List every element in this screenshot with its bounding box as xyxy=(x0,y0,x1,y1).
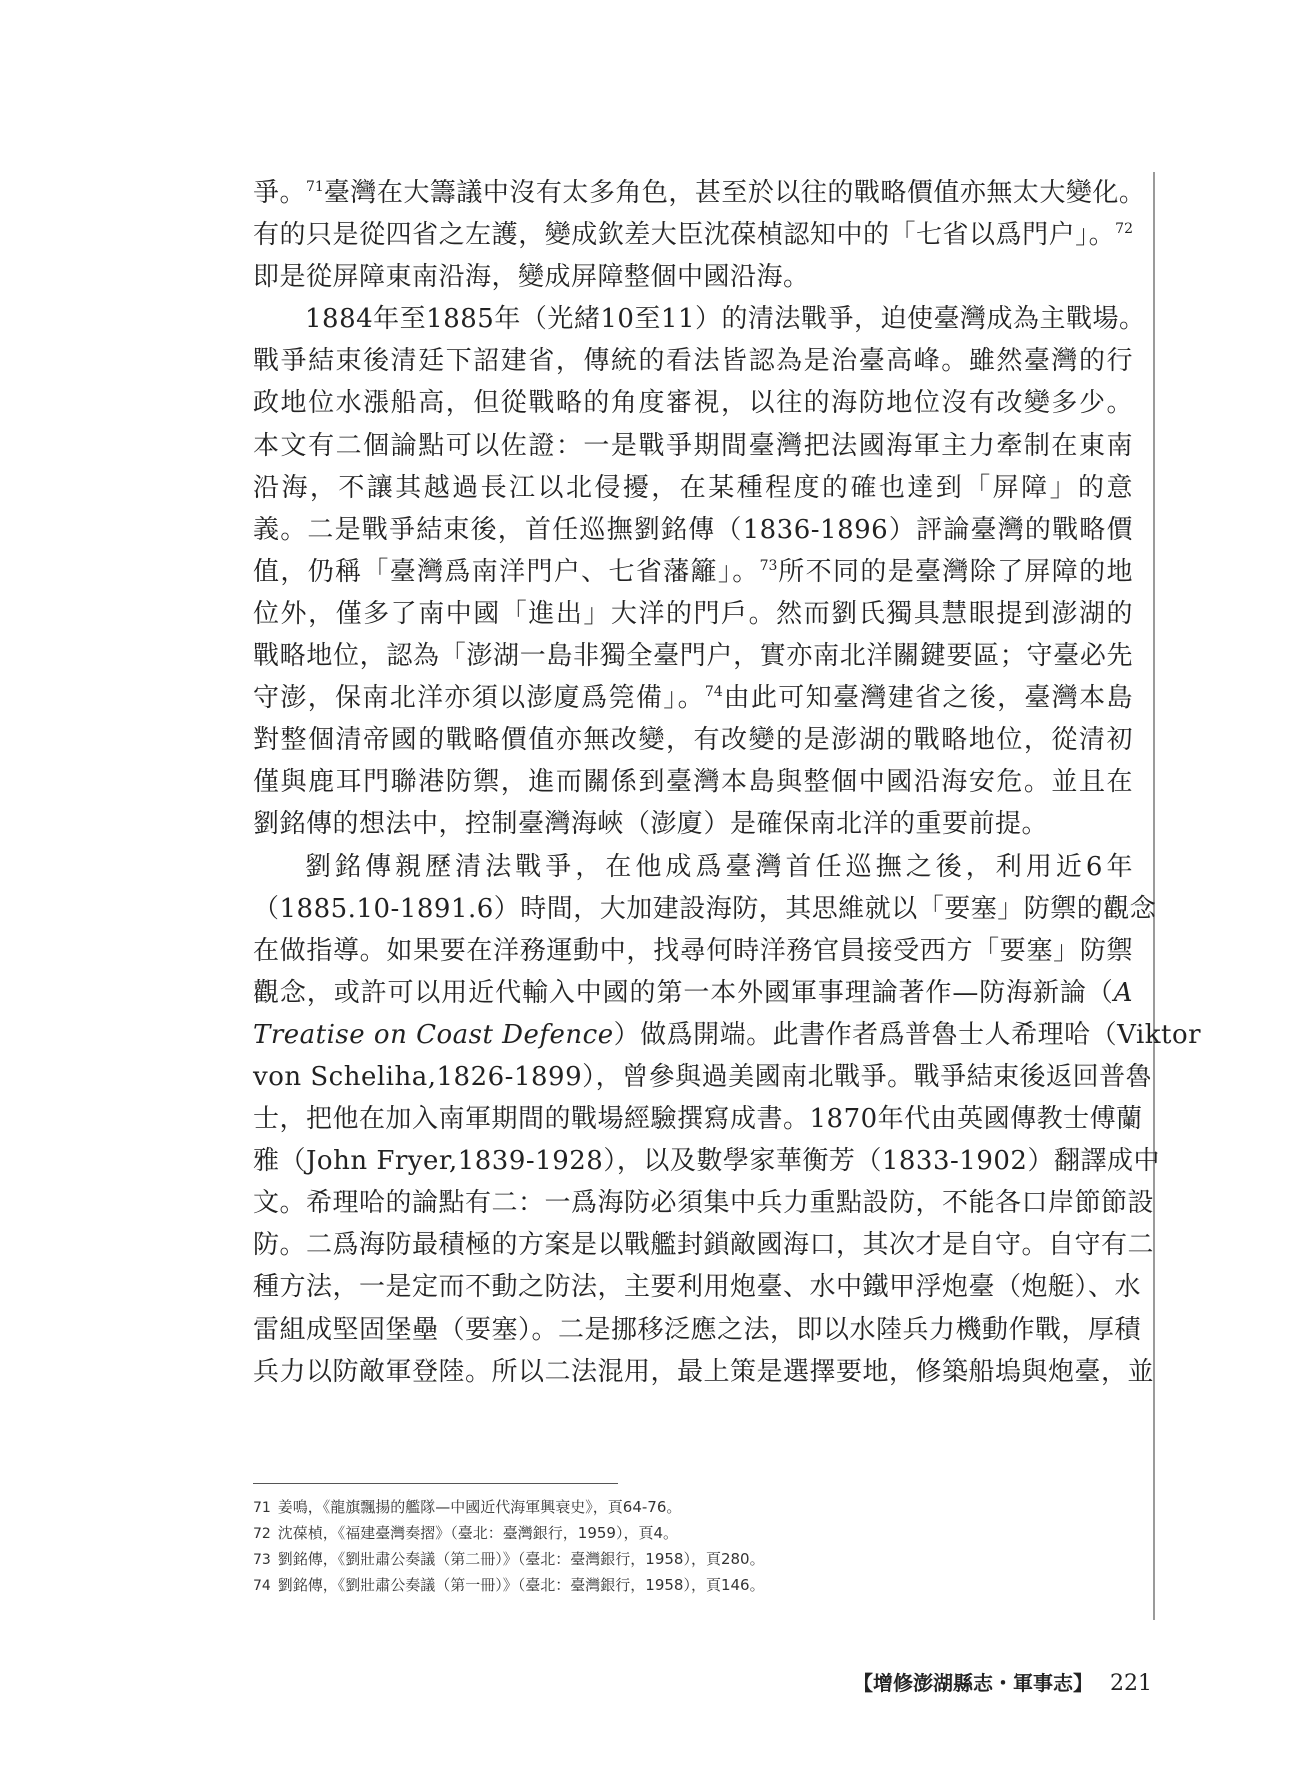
text-run: 臺灣在大籌議中沒有太多角色，甚至於以往的戰略價值亦無太大變化。 xyxy=(323,178,1146,208)
text-run: von Scheliha,1826-1899），曾參與過美國南北戰爭。戰爭結束後返回普魯 xyxy=(253,1061,1153,1092)
text-line xyxy=(253,1140,1160,1182)
text-run: 沿海，不讓其越過長江以北侵擾，在某種程度的確也達到「屏障」的意 xyxy=(253,472,1133,503)
text-run: 所不同的是臺灣除了屏障的地 xyxy=(777,556,1133,587)
footnote-text: 姜鳴，《龍旗飄揚的艦隊—中國近代海軍興衰史》，頁64-76。 xyxy=(277,1498,682,1516)
text-line xyxy=(253,593,1133,635)
footnote-item xyxy=(253,1520,1113,1546)
text-line xyxy=(253,509,1133,551)
text-line xyxy=(253,888,1157,930)
text-line xyxy=(253,761,1133,803)
text-line xyxy=(253,677,1133,719)
text-run: 觀念，或許可以用近代輸入中國的第一本外國軍事理論著作—防海新論（ xyxy=(253,977,1114,1008)
footnote-ref[interactable]: 72 xyxy=(1115,221,1133,238)
text-run: 劉銘傳親歷清法戰爭，在他成爲臺灣首任巡撫之後，利用近6年 xyxy=(305,851,1133,882)
text-run: 本文有二個論點可以佐證：一是戰爭期間臺灣把法國海軍主力牽制在東南 xyxy=(253,430,1133,461)
text-run: 兵力以防敵軍登陸。所以二法混用，最上策是選擇要地，修築船塢與炮臺，並 xyxy=(253,1356,1155,1387)
footnote-separator xyxy=(253,1483,618,1484)
text-line xyxy=(253,1351,1155,1393)
text-run: 士，把他在加入南軍期間的戰場經驗撰寫成書。1870年代由英國傳教士傅蘭 xyxy=(253,1104,1143,1135)
text-line xyxy=(253,1014,1202,1056)
text-run: 種方法，一是定而不動之防法，主要利用炮臺、水中鐵甲浮炮臺（炮艇）、水 xyxy=(253,1272,1142,1303)
text-line xyxy=(253,719,1133,761)
text-run: 有的只是從四省之左護，變成欽差大臣沈葆楨認知中的「七省以爲門户」。 xyxy=(253,220,1116,251)
footnotes xyxy=(253,1494,1113,1598)
text-line xyxy=(253,467,1133,509)
text-run: Treatise on Coast Defence xyxy=(253,1019,614,1050)
text-run: 劉銘傳的想法中，控制臺灣海峽（澎廈）是確保南北洋的重要前提。 xyxy=(253,809,1049,840)
text-run: ）做爲開端。此書作者爲普魯士人希理哈（Viktor xyxy=(613,1019,1202,1050)
text-line xyxy=(253,172,1146,214)
footnote-ref[interactable]: 73 xyxy=(759,557,778,574)
text-run: 爭。 xyxy=(253,178,307,208)
footnote-item xyxy=(253,1572,1113,1598)
footnote-number: 73 xyxy=(253,1552,271,1568)
text-line xyxy=(253,425,1133,467)
text-run: 僅與鹿耳門聯港防禦，進而關係到臺灣本島與整個中國沿海安危。並且在 xyxy=(253,767,1133,798)
text-run: 對整個清帝國的戰略價值亦無改變，有改變的是澎湖的戰略地位，從清初 xyxy=(253,725,1133,756)
text-line xyxy=(253,846,1133,888)
page-footer xyxy=(853,1667,1152,1696)
text-run: 戰略地位，認為「澎湖一島非獨全臺門户，實亦南北洋關鍵要區；守臺必先 xyxy=(253,641,1133,672)
text-run: 防。二爲海防最積極的方案是以戰艦封鎖敵國海口，其次才是自守。自守有二 xyxy=(253,1230,1155,1261)
footnote-ref[interactable]: 74 xyxy=(704,684,723,701)
text-line xyxy=(253,298,1146,340)
footnote-text: 劉銘傳，《劉壯肅公奏議（第二冊）》（臺北：臺灣銀行，1958），頁280。 xyxy=(277,1550,765,1568)
footnote-text: 劉銘傳，《劉壯肅公奏議（第一冊）》（臺北：臺灣銀行，1958），頁146。 xyxy=(277,1576,765,1594)
text-run: （1885.10-1891.6）時間，大加建設海防，其思維就以「要塞」防禦的觀念 xyxy=(253,893,1157,924)
text-line xyxy=(253,1182,1155,1224)
footnote-item xyxy=(253,1494,1113,1520)
text-line xyxy=(253,1098,1143,1140)
text-run: 雅（John Fryer,1839-1928），以及數學家華衡芳（1833-1902）翻譯成中 xyxy=(253,1146,1160,1177)
footnote-item xyxy=(253,1546,1113,1572)
text-run: 1884年至1885年（光緒10至11）的清法戰爭，迫使臺灣成為主戰場。 xyxy=(305,304,1146,335)
text-run: 在做指導。如果要在洋務運動中，找尋何時洋務官員接受西方「要塞」防禦 xyxy=(253,935,1133,966)
footnote-ref[interactable]: 71 xyxy=(306,179,324,195)
text-line xyxy=(253,340,1133,382)
text-line xyxy=(253,972,1133,1014)
text-run: 由此可知臺灣建省之後，臺灣本島 xyxy=(722,683,1133,714)
text-line xyxy=(253,1224,1155,1266)
text-run: A xyxy=(1113,977,1133,1008)
text-run: 即是從屏障東南沿海，變成屏障整個中國沿海。 xyxy=(253,262,810,293)
footnote-text: 沈葆楨，《福建臺灣奏摺》（臺北：臺灣銀行，1959），頁4。 xyxy=(277,1524,679,1542)
book-title: 【增修澎湖縣志・軍事志】 xyxy=(853,1671,1093,1695)
text-line xyxy=(253,256,1133,298)
text-run: 戰爭結束後清廷下詔建省，傳統的看法皆認為是治臺高峰。雖然臺灣的行 xyxy=(253,346,1133,377)
text-line xyxy=(253,551,1133,593)
text-line xyxy=(253,1266,1142,1308)
text-line xyxy=(253,214,1133,256)
text-line xyxy=(253,1056,1153,1098)
text-run: 義。二是戰爭結束後，首任巡撫劉銘傳（1836-1896）評論臺灣的戰略價 xyxy=(253,514,1133,545)
text-line xyxy=(253,1309,1142,1351)
text-run: 政地位水漲船高，但從戰略的角度審視，以往的海防地位沒有改變多少。 xyxy=(253,388,1133,419)
text-run: 雷組成堅固堡壘（要塞）。二是挪移泛應之法，即以水陸兵力機動作戰，厚積 xyxy=(253,1314,1142,1345)
text-line xyxy=(253,803,1133,845)
page-number: 221 xyxy=(1110,1671,1152,1696)
text-line xyxy=(253,930,1133,972)
text-run: 值，仍稱「臺灣爲南洋門户、七省藩籬」。 xyxy=(253,556,760,587)
text-run: 守澎，保南北洋亦須以澎廈爲筦備」。 xyxy=(253,683,705,714)
footnote-number: 74 xyxy=(253,1578,271,1594)
text-line xyxy=(253,382,1133,424)
footnote-number: 72 xyxy=(253,1526,271,1542)
footnote-number: 71 xyxy=(253,1500,271,1516)
text-run: 文。希理哈的論點有二：一爲海防必須集中兵力重點設防，不能各口岸節節設 xyxy=(253,1188,1155,1219)
text-line xyxy=(253,635,1133,677)
text-run: 位外，僅多了南中國「進出」大洋的門戶。然而劉氏獨具慧眼提到澎湖的 xyxy=(253,598,1133,629)
body-text xyxy=(253,172,1202,1393)
